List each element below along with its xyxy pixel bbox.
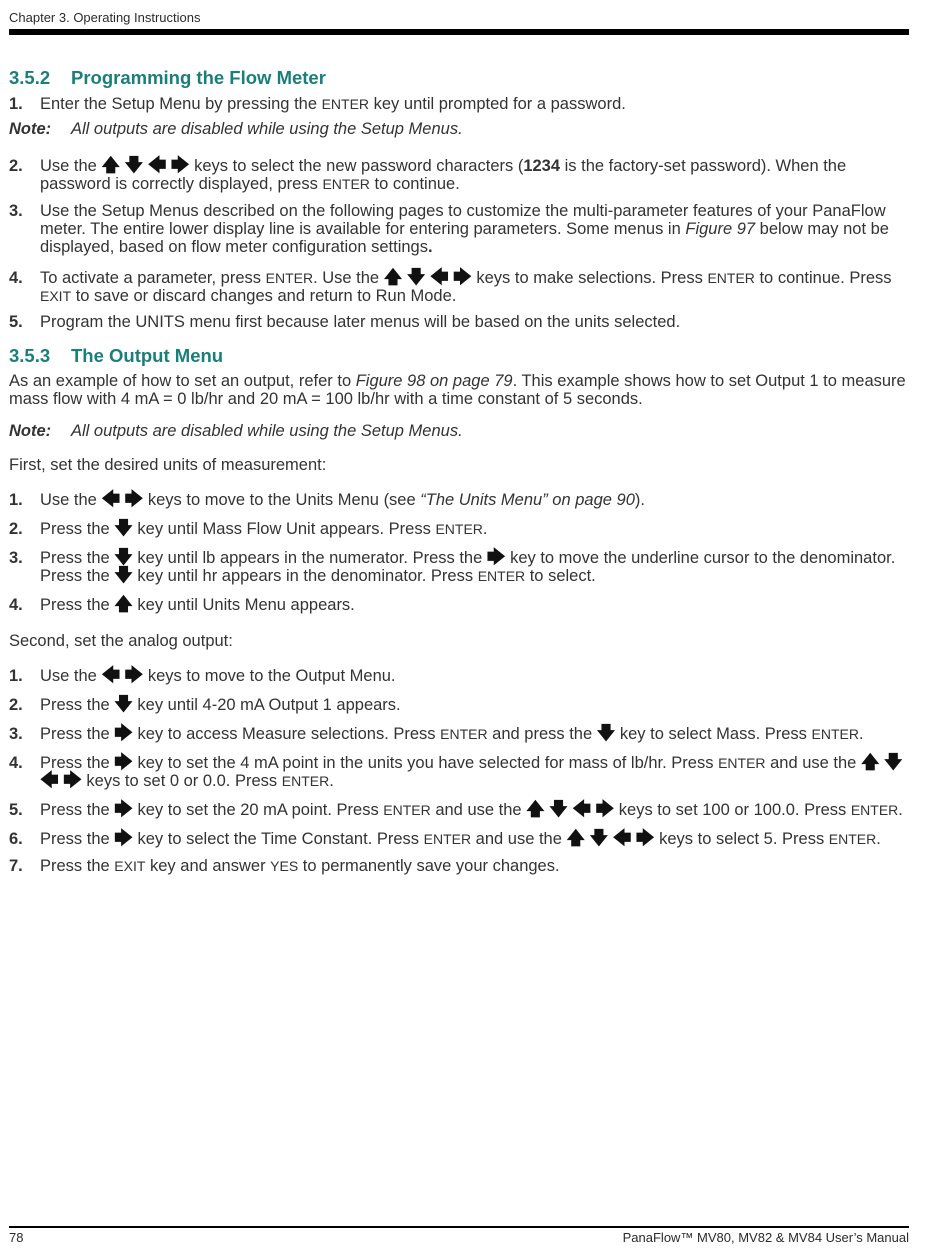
right-arrow-icon: 🡆 [170,155,190,175]
down-arrow-icon: 🡇 [884,752,903,772]
section-number: 3.5.3 [9,345,51,366]
list-item: 2. Use the 🡅 🡇 🡄 🡆 keys to select the new password characters (1234 is the factory-set password). When the password is correctly displayed, press ENTER to continue. [9,155,847,193]
left-arrow-icon: 🡄 [101,665,121,685]
right-arrow-icon: 🡆 [453,267,472,287]
units-menu-ref: “The Units Menu” on page 90 [420,491,635,509]
right-arrow-icon: 🡆 [595,799,615,819]
down-arrow-icon: 🡇 [549,799,568,819]
footer-rule [9,1226,909,1228]
list-item: 4. To activate a parameter, press ENTER. Use the 🡅 🡇 🡄 🡆 keys to make selections. Press ENTER to continue. Press EXIT to save or discard changes and return to Run Mode. [9,267,892,305]
left-arrow-icon: 🡄 [572,799,591,819]
section-heading-3-5-3 [9,344,909,368]
section-title: Programming the Flow Meter [71,67,326,88]
right-arrow-icon: 🡆 [124,489,144,509]
list-item: 6. Press the 🡆 key to select the Time Constant. Press ENTER and use the 🡅 🡇 🡄 🡆 keys to select 5. Press ENTER. [9,828,881,848]
left-arrow-icon: 🡄 [101,489,121,509]
intro-paragraph: As an example of how to set an output, refer to Figure 98 on page 79. This example shows how to set Output 1 to measure mass flow with 4 mA = 0 lb/hr and 20 mA = 100 lb/hr with a time constant of 5 seconds. [9,372,906,408]
down-arrow-icon: 🡇 [114,694,133,714]
up-arrow-icon: 🡅 [114,594,133,614]
down-arrow-icon: 🡇 [114,518,133,538]
note-label: Note: [9,120,52,138]
down-arrow-icon: 🡇 [406,267,426,287]
list-item: 5. Program the UNITS menu first because later menus will be based on the units selected. [9,313,681,331]
page-number: 78 [9,1230,24,1245]
list-item: 5. Press the 🡆 key to set the 20 mA point. Press ENTER and use the 🡅 🡇 🡄 🡆 keys to set 100 or 100.0. Press ENTER. [9,799,903,819]
list-item: 4. Press the 🡆 key to set the 4 mA point in the units you have selected for mass of lb/hr. Press ENTER and use the 🡅 🡇 🡄 🡆 keys to set 0 or 0.0. Press ENTER. [9,752,903,790]
factory-password: 1234 [523,157,561,175]
manual-title: PanaFlow™ MV80, MV82 & MV84 User’s Manual [622,1230,909,1245]
right-arrow-icon: 🡆 [114,723,133,743]
right-arrow-icon: 🡆 [114,799,133,819]
list-item: 7. Press the EXIT key and answer YES to permanently save your changes. [9,857,560,875]
down-arrow-icon: 🡇 [114,547,133,567]
down-arrow-icon: 🡇 [589,828,609,848]
left-arrow-icon: 🡄 [612,828,632,848]
page-header [9,10,909,25]
up-arrow-icon: 🡅 [860,752,880,772]
list-item: 1. Use the 🡄 🡆 keys to move to the Units Menu (see “The Units Menu” on page 90). [9,489,645,509]
list-item: 3. Use the Setup Menus described on the following pages to customize the multi-parameter features of your PanaFlow meter. The entire lower display line is available for entering parameters. Some menus in Figure 97 below may not be displayed, based on flow meter configuration settings. [9,202,889,256]
list-item: 3. Press the 🡆 key to access Measure selections. Press ENTER and press the 🡇 key to select Mass. Press ENTER. [9,723,864,743]
list-item: 2. Press the 🡇 key until Mass Flow Unit appears. Press ENTER. [9,518,488,538]
up-arrow-icon: 🡅 [101,155,120,175]
left-arrow-icon: 🡄 [429,267,449,287]
header-rule [9,29,909,35]
note-label: Note: [9,422,52,440]
page-content [9,66,909,875]
list-item: 2. Press the 🡇 key until 4-20 mA Output 1 appears. [9,694,401,714]
section-title: The Output Menu [71,345,224,366]
enter-key: ENTER [322,176,370,192]
list-item: 1. Enter the Setup Menu by pressing the ENTER key until prompted for a password. [9,95,626,113]
note [9,422,909,440]
right-arrow-icon: 🡆 [124,665,144,685]
left-arrow-icon: 🡄 [40,770,59,790]
right-arrow-icon: 🡆 [63,770,82,790]
list-item: 3. Press the 🡇 key until lb appears in the numerator. Press the 🡆 key to move the underline cursor to the denominator. Press the 🡇 key until hr appears in the denominator. Press ENTER to select. [9,547,896,585]
down-arrow-icon: 🡇 [124,155,144,175]
right-arrow-icon: 🡆 [114,752,133,772]
right-arrow-icon: 🡆 [486,547,506,567]
note [9,120,909,138]
output-intro: Second, set the analog output: [9,632,233,650]
figure-ref: Figure 97 [685,220,756,238]
left-arrow-icon: 🡄 [147,155,167,175]
note-text: All outputs are disabled while using the Setup Menus. [71,422,463,440]
right-arrow-icon: 🡆 [635,828,655,848]
list-item: 1. Use the 🡄 🡆 keys to move to the Output Menu. [9,665,396,685]
up-arrow-icon: 🡅 [566,828,586,848]
up-arrow-icon: 🡅 [383,267,403,287]
section-number: 3.5.2 [9,67,51,88]
note-text: All outputs are disabled while using the Setup Menus. [71,120,463,138]
down-arrow-icon: 🡇 [114,565,133,585]
chapter-title: Chapter 3. Operating Instructions [9,10,201,25]
section-heading-3-5-2 [9,66,909,90]
down-arrow-icon: 🡇 [596,723,616,743]
up-arrow-icon: 🡅 [526,799,545,819]
list-item: 4. Press the 🡅 key until Units Menu appears. [9,594,355,614]
figure-ref: Figure 98 on page 79 [355,372,513,390]
units-intro: First, set the desired units of measurement: [9,456,327,474]
right-arrow-icon: 🡆 [114,828,133,848]
enter-key: ENTER [321,96,370,112]
